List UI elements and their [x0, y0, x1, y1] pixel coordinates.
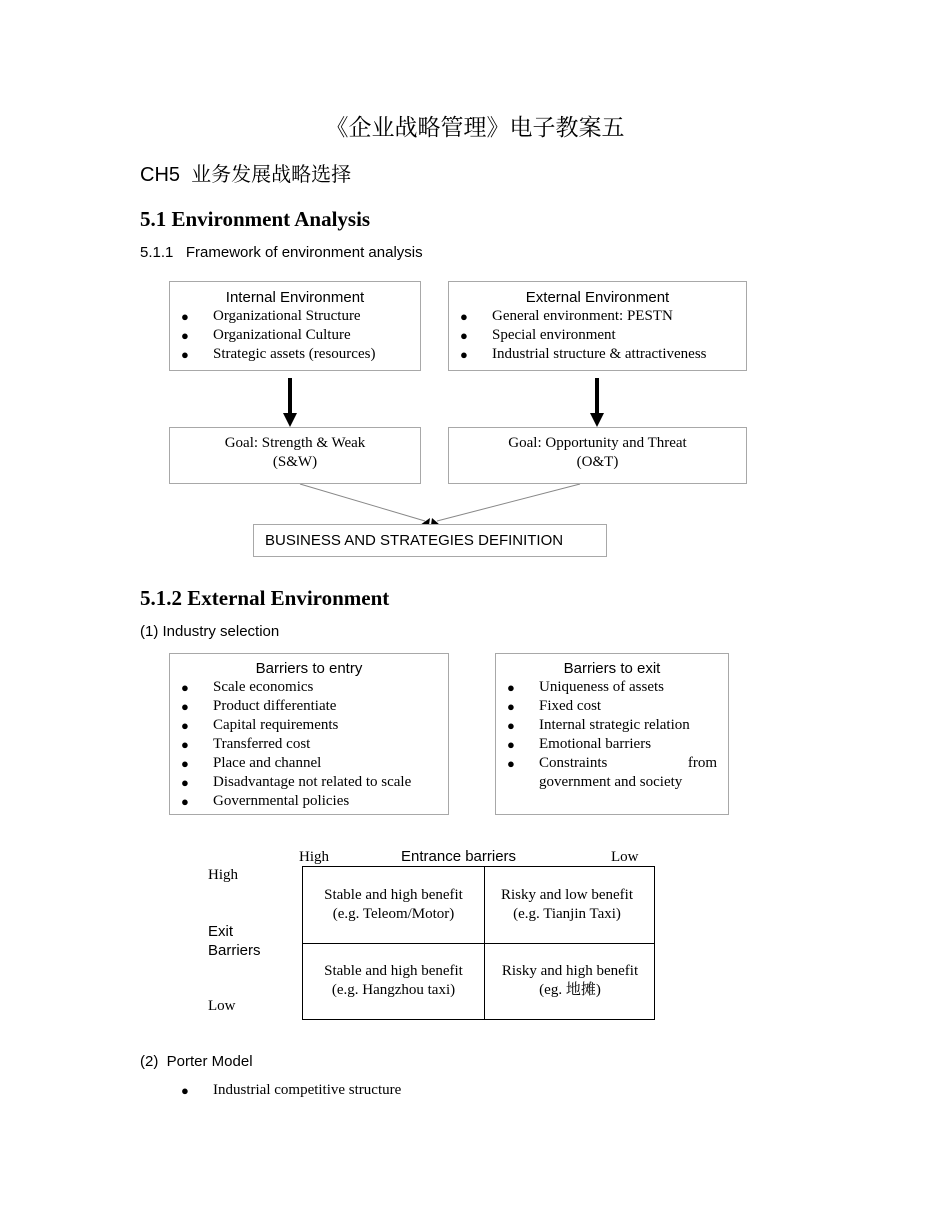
section-heading-5-1-2: 5.1.2 External Environment	[140, 586, 390, 610]
cell-line: Risky and high benefit	[501, 963, 639, 979]
matrix-col-low: Low	[611, 849, 639, 865]
list-item: ● Transferred cost	[181, 735, 448, 754]
list-item	[507, 754, 717, 792]
list-item: ● Internal strategic relation	[507, 716, 717, 735]
arrow-head-external	[590, 413, 604, 427]
barriers-to-exit-title: Barriers to exit	[563, 660, 661, 677]
list-item: ● Industrial competitive structure	[181, 1081, 401, 1100]
government-society-text: government and society	[539, 774, 683, 790]
barriers-to-exit-list	[507, 678, 717, 792]
from-text: from	[687, 755, 717, 771]
page-title: 《企业战略管理》电子教案五	[325, 114, 625, 140]
cell-line: (e.g. Tianjin Taxi)	[513, 906, 621, 922]
matrix-col-high: High	[299, 849, 329, 865]
list-item: ● General environment: PESTN	[460, 307, 746, 326]
porter-list	[181, 1081, 401, 1100]
list-item: ● Capital requirements	[181, 716, 448, 735]
matrix-divider-h	[303, 943, 654, 944]
barriers-matrix	[302, 866, 655, 1020]
list-item: ● Special environment	[460, 326, 746, 345]
constraints-text: ● Constraints	[539, 755, 608, 771]
goal-sw-line2: (S&W)	[272, 454, 318, 470]
connector-right	[437, 484, 580, 521]
goal-sw-line1: Goal: Strength & Weak	[224, 435, 366, 451]
cell-line: Stable and high benefit	[324, 887, 463, 903]
external-environment-title: External Environment	[525, 289, 670, 306]
porter-model-label: (2) Porter Model	[140, 1053, 253, 1070]
list-item: ● Organizational Structure	[181, 307, 420, 326]
list-item: ● Strategic assets (resources)	[181, 345, 420, 364]
goal-ot-box	[448, 427, 747, 484]
subsection-heading-5-1-1: 5.1.1 Framework of environment analysis	[140, 244, 423, 261]
list-item: ● Industrial structure & attractiveness	[460, 345, 746, 364]
barriers-to-exit-box	[495, 653, 729, 815]
matrix-cell-high-low	[485, 886, 649, 924]
list-item: ● Governmental policies	[181, 792, 448, 811]
matrix-col-title: Entrance barriers	[401, 848, 517, 865]
goal-sw-box	[169, 427, 421, 484]
business-strategies-box	[253, 524, 607, 557]
list-item: ● Emotional barriers	[507, 735, 717, 754]
matrix-row-title-2: Barriers	[208, 942, 261, 959]
connector-left	[300, 484, 425, 521]
barriers-to-entry-title: Barriers to entry	[255, 660, 363, 677]
goal-ot-line1: Goal: Opportunity and Threat	[508, 435, 687, 451]
industry-selection-label: (1) Industry selection	[140, 623, 280, 640]
business-strategies-label: BUSINESS AND STRATEGIES DEFINITION	[265, 532, 564, 549]
cell-line: (e.g. Hangzhou taxi)	[331, 982, 456, 998]
matrix-cell-high-high	[303, 886, 484, 924]
matrix-cell-low-low	[485, 962, 655, 1000]
list-item: ● Product differentiate	[181, 697, 448, 716]
arrow-head-internal	[283, 413, 297, 427]
list-item: ● Place and channel	[181, 754, 448, 773]
list-item: ● Scale economics	[181, 678, 448, 697]
cell-line: (e.g. Teleom/Motor)	[332, 906, 455, 922]
cell-line: (eg. 地摊)	[539, 982, 601, 998]
list-item: ● Organizational Culture	[181, 326, 420, 345]
matrix-row-high: High	[208, 867, 238, 883]
list-item: ● Uniqueness of assets	[507, 678, 717, 697]
list-item: ● Disadvantage not related to scale	[181, 773, 448, 792]
framework-arrows	[0, 0, 950, 600]
barriers-to-entry-list	[181, 678, 448, 811]
cell-line: Risky and low benefit	[500, 887, 634, 903]
section-heading-5-1: 5.1 Environment Analysis	[140, 207, 371, 231]
internal-environment-title: Internal Environment	[225, 289, 365, 306]
cell-line: Stable and high benefit	[324, 963, 463, 979]
list-item: ● Fixed cost	[507, 697, 717, 716]
matrix-cell-low-high	[303, 962, 484, 1000]
chapter-heading: CH5 业务发展战略选择	[140, 164, 352, 186]
matrix-row-title-1: Exit	[208, 923, 234, 940]
goal-ot-line2: (O&T)	[576, 454, 619, 470]
matrix-row-low: Low	[208, 998, 236, 1014]
barriers-to-entry-box	[169, 653, 449, 815]
